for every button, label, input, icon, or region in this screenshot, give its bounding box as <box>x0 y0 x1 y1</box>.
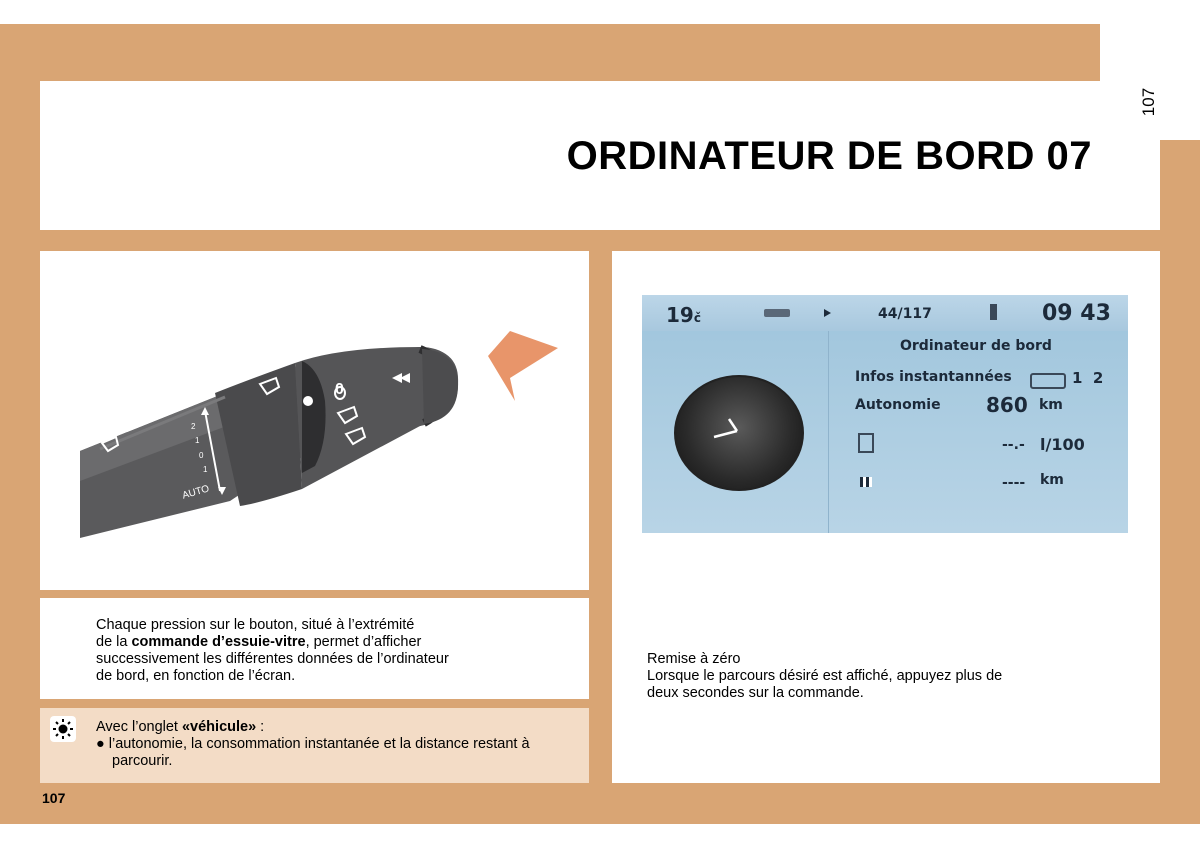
bottom-band <box>0 783 1200 824</box>
display-row4-value: ---- <box>1002 475 1026 491</box>
center-divider <box>589 230 612 824</box>
trip-computer-display <box>642 295 1128 533</box>
display-row2-value: 860 <box>986 393 1028 417</box>
chapter-number: 07 <box>1046 134 1092 178</box>
top-band <box>0 24 1100 81</box>
stalk-illustration <box>40 251 589 590</box>
clock-hands <box>674 375 800 487</box>
footer-page-number: 107 <box>42 790 66 806</box>
stalk-zero-label: 0 <box>335 381 344 398</box>
display-row4-unit: km <box>1040 472 1064 488</box>
wiper-paragraph: Chaque pression sur le bouton, situé à l’extrémité de la commande d’essuie-vitre, permet d’afficher successivement les différentes données de l’ordinateur de bord, en fonction de l’écran. <box>96 617 449 684</box>
display-temperature: 19č <box>666 303 701 327</box>
stalk-position-1: 1 <box>195 436 200 445</box>
display-radio-icon <box>764 309 790 317</box>
display-row3-value: --.- <box>1002 437 1025 453</box>
lightbulb-icon <box>50 716 76 742</box>
display-row3-unit: l/100 <box>1040 435 1085 454</box>
stalk-label-auto: AUTO <box>181 483 211 502</box>
left-divider-1 <box>0 590 600 598</box>
display-heading: Ordinateur de bord <box>900 338 1052 354</box>
display-fuel-icon <box>858 433 874 453</box>
left-divider-2 <box>0 699 600 708</box>
display-divider <box>828 331 829 533</box>
display-row2-unit: km <box>1039 397 1063 413</box>
display-row1-tabs: 1 2 <box>1072 369 1104 387</box>
reset-paragraph: Remise à zéro Lorsque le parcours désiré est affiché, appuyez plus de deux secondes sur la commande. <box>647 651 1003 701</box>
stalk-position-2: 2 <box>191 422 196 431</box>
display-car-icon <box>1030 373 1066 389</box>
tip-text: Avec l’onglet «véhicule» : ● l’autonomie, la consommation instantanée et la distance restant à parcourir. <box>96 719 530 769</box>
display-row2-label: Autonomie <box>855 397 941 413</box>
page-title: ORDINATEUR DE BORD 07 <box>566 134 1092 178</box>
wiper-command-bold: commande d’essuie-vitre <box>131 634 306 650</box>
vehicle-tab-bold: «véhicule» <box>181 719 257 735</box>
display-play-icon <box>824 309 831 317</box>
display-track: 44/117 <box>878 306 932 322</box>
display-row1-label: Infos instantannées <box>855 369 1012 385</box>
display-flag-icon <box>860 477 872 487</box>
stalk-position-0: 0 <box>199 451 204 460</box>
stalk-position-1b: 1 <box>203 465 208 474</box>
display-clock: 09 43 <box>1042 301 1111 326</box>
display-phone-icon <box>990 304 997 320</box>
side-page-number: 107 <box>1139 87 1159 117</box>
